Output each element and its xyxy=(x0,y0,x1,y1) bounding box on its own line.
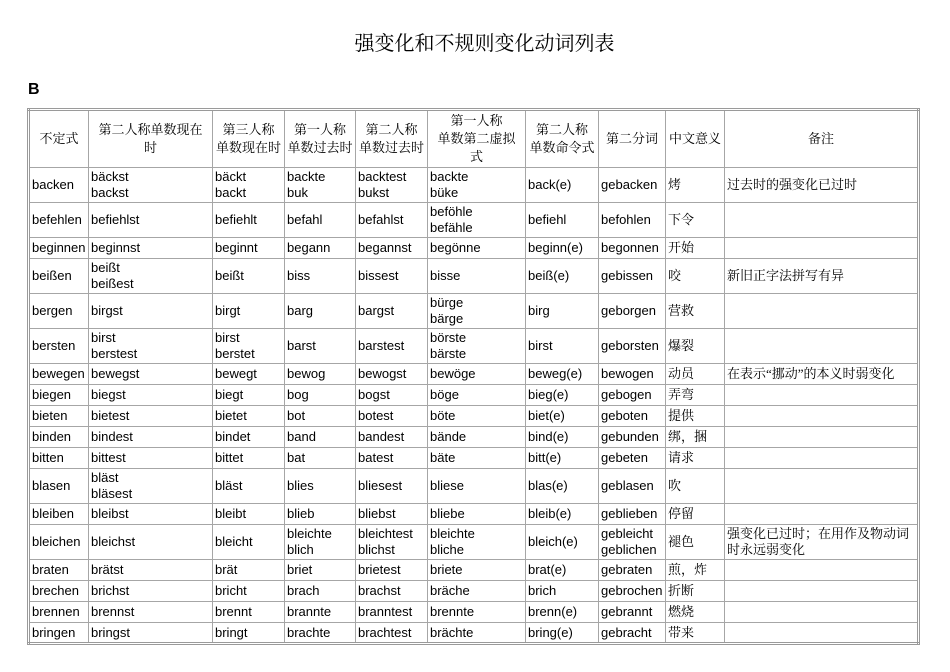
cell-infinitive: bersten xyxy=(29,329,89,364)
cell-past-1sg: briet xyxy=(285,560,356,581)
cell-past-2sg: brietest xyxy=(356,560,428,581)
cell-present-2sg: birgst xyxy=(89,294,213,329)
cell-infinitive: bringen xyxy=(29,623,89,644)
cell-present-3sg: bäckt backt xyxy=(213,168,285,203)
cell-infinitive: bergen xyxy=(29,294,89,329)
cell-past-participle: gebraten xyxy=(599,560,666,581)
cell-chinese-meaning: 爆裂 xyxy=(666,329,725,364)
cell-remarks xyxy=(725,602,919,623)
cell-remarks xyxy=(725,427,919,448)
cell-present-3sg: birst berstet xyxy=(213,329,285,364)
cell-present-2sg: bietest xyxy=(89,406,213,427)
table-row xyxy=(29,238,919,259)
cell-present-3sg: befiehlt xyxy=(213,203,285,238)
cell-infinitive: bleiben xyxy=(29,504,89,525)
cell-chinese-meaning: 动员 xyxy=(666,364,725,385)
cell-past-1sg: brannte xyxy=(285,602,356,623)
cell-chinese-meaning: 褪色 xyxy=(666,525,725,560)
cell-past-2sg: bogst xyxy=(356,385,428,406)
cell-past-1sg: befahl xyxy=(285,203,356,238)
cell-subjunctive-ii-1sg: böte xyxy=(428,406,526,427)
cell-chinese-meaning: 开始 xyxy=(666,238,725,259)
cell-remarks: 过去时的强变化已过时 xyxy=(725,168,919,203)
cell-present-3sg: bewegt xyxy=(213,364,285,385)
cell-infinitive: braten xyxy=(29,560,89,581)
cell-past-1sg: bot xyxy=(285,406,356,427)
cell-past-2sg: backtest bukst xyxy=(356,168,428,203)
cell-past-participle: gebogen xyxy=(599,385,666,406)
cell-present-2sg: bringst xyxy=(89,623,213,644)
cell-imperative-2sg: bring(e) xyxy=(526,623,599,644)
cell-past-1sg: bog xyxy=(285,385,356,406)
cell-imperative-2sg: blas(e) xyxy=(526,469,599,504)
cell-present-2sg: beißt beißest xyxy=(89,259,213,294)
cell-infinitive: brechen xyxy=(29,581,89,602)
cell-past-2sg: bissest xyxy=(356,259,428,294)
cell-past-1sg: barst xyxy=(285,329,356,364)
cell-past-1sg: blies xyxy=(285,469,356,504)
cell-past-1sg: begann xyxy=(285,238,356,259)
cell-present-3sg: bricht xyxy=(213,581,285,602)
cell-subjunctive-ii-1sg: begönne xyxy=(428,238,526,259)
column-header-remarks: 备注 xyxy=(725,110,919,168)
cell-present-3sg: bietet xyxy=(213,406,285,427)
cell-remarks: 新旧正字法拼写有异 xyxy=(725,259,919,294)
cell-past-participle: befohlen xyxy=(599,203,666,238)
cell-present-2sg: brätst xyxy=(89,560,213,581)
cell-remarks xyxy=(725,385,919,406)
cell-subjunctive-ii-1sg: bräche xyxy=(428,581,526,602)
cell-subjunctive-ii-1sg: bäte xyxy=(428,448,526,469)
cell-past-participle: begonnen xyxy=(599,238,666,259)
cell-past-2sg: bleichtest blichst xyxy=(356,525,428,560)
table-row xyxy=(29,168,919,203)
cell-subjunctive-ii-1sg: beföhle befähle xyxy=(428,203,526,238)
cell-present-3sg: biegt xyxy=(213,385,285,406)
cell-subjunctive-ii-1sg: bände xyxy=(428,427,526,448)
cell-past-1sg: backte buk xyxy=(285,168,356,203)
cell-chinese-meaning: 绑，捆 xyxy=(666,427,725,448)
cell-infinitive: bewegen xyxy=(29,364,89,385)
cell-infinitive: beißen xyxy=(29,259,89,294)
cell-past-1sg: brach xyxy=(285,581,356,602)
cell-past-2sg: begannst xyxy=(356,238,428,259)
cell-present-2sg: beginnst xyxy=(89,238,213,259)
cell-infinitive: backen xyxy=(29,168,89,203)
cell-subjunctive-ii-1sg: bürge bärge xyxy=(428,294,526,329)
cell-chinese-meaning: 下令 xyxy=(666,203,725,238)
cell-subjunctive-ii-1sg: backte büke xyxy=(428,168,526,203)
table-row xyxy=(29,469,919,504)
table-row xyxy=(29,294,919,329)
cell-past-2sg: barstest xyxy=(356,329,428,364)
column-header-past-participle: 第二分词 xyxy=(599,110,666,168)
cell-subjunctive-ii-1sg: bisse xyxy=(428,259,526,294)
cell-chinese-meaning: 请求 xyxy=(666,448,725,469)
cell-present-2sg: brichst xyxy=(89,581,213,602)
cell-past-participle: gebracht xyxy=(599,623,666,644)
cell-present-2sg: bläst bläsest xyxy=(89,469,213,504)
cell-remarks xyxy=(725,238,919,259)
cell-present-2sg: brennst xyxy=(89,602,213,623)
cell-present-3sg: beißt xyxy=(213,259,285,294)
cell-past-2sg: brachst xyxy=(356,581,428,602)
table-row xyxy=(29,259,919,294)
cell-chinese-meaning: 提供 xyxy=(666,406,725,427)
cell-present-3sg: brennt xyxy=(213,602,285,623)
table-row xyxy=(29,329,919,364)
cell-past-participle: geboten xyxy=(599,406,666,427)
cell-subjunctive-ii-1sg: brächte xyxy=(428,623,526,644)
cell-subjunctive-ii-1sg: bliebe xyxy=(428,504,526,525)
verb-table-body xyxy=(29,168,919,644)
cell-chinese-meaning: 烤 xyxy=(666,168,725,203)
cell-remarks xyxy=(725,623,919,644)
cell-past-participle: gebissen xyxy=(599,259,666,294)
cell-past-participle: geblieben xyxy=(599,504,666,525)
table-row xyxy=(29,504,919,525)
cell-past-2sg: branntest xyxy=(356,602,428,623)
cell-past-1sg: bewog xyxy=(285,364,356,385)
cell-subjunctive-ii-1sg: bewöge xyxy=(428,364,526,385)
cell-present-3sg: birgt xyxy=(213,294,285,329)
cell-present-2sg: bäckst backst xyxy=(89,168,213,203)
cell-imperative-2sg: beiß(e) xyxy=(526,259,599,294)
cell-subjunctive-ii-1sg: brennte xyxy=(428,602,526,623)
cell-past-participle: gebunden xyxy=(599,427,666,448)
cell-past-1sg: brachte xyxy=(285,623,356,644)
verb-table xyxy=(27,108,920,645)
table-row xyxy=(29,448,919,469)
cell-remarks: 在表示“挪动”的本义时弱变化 xyxy=(725,364,919,385)
cell-chinese-meaning: 弄弯 xyxy=(666,385,725,406)
column-header-imperative-2sg: 第二人称 单数命令式 xyxy=(526,110,599,168)
column-header-chinese-meaning: 中文意义 xyxy=(666,110,725,168)
cell-infinitive: blasen xyxy=(29,469,89,504)
cell-past-1sg: barg xyxy=(285,294,356,329)
table-row xyxy=(29,406,919,427)
cell-imperative-2sg: birst xyxy=(526,329,599,364)
cell-imperative-2sg: biet(e) xyxy=(526,406,599,427)
cell-past-participle: geborsten xyxy=(599,329,666,364)
cell-chinese-meaning: 折断 xyxy=(666,581,725,602)
cell-imperative-2sg: bleib(e) xyxy=(526,504,599,525)
table-row xyxy=(29,427,919,448)
cell-present-3sg: beginnt xyxy=(213,238,285,259)
table-row xyxy=(29,623,919,644)
cell-present-2sg: bleichst xyxy=(89,525,213,560)
cell-present-2sg: bittest xyxy=(89,448,213,469)
cell-remarks: 强变化已过时；在用作及物动词时永远弱变化 xyxy=(725,525,919,560)
cell-past-2sg: brachtest xyxy=(356,623,428,644)
cell-chinese-meaning: 营救 xyxy=(666,294,725,329)
cell-past-participle: gebrochen xyxy=(599,581,666,602)
table-row xyxy=(29,560,919,581)
cell-infinitive: beginnen xyxy=(29,238,89,259)
cell-remarks xyxy=(725,560,919,581)
cell-chinese-meaning: 吹 xyxy=(666,469,725,504)
cell-past-2sg: batest xyxy=(356,448,428,469)
cell-remarks xyxy=(725,406,919,427)
cell-subjunctive-ii-1sg: briete xyxy=(428,560,526,581)
cell-present-2sg: biegst xyxy=(89,385,213,406)
column-header-present-3sg: 第三人称 单数现在时 xyxy=(213,110,285,168)
cell-infinitive: bieten xyxy=(29,406,89,427)
table-row xyxy=(29,364,919,385)
cell-subjunctive-ii-1sg: böge xyxy=(428,385,526,406)
cell-past-1sg: bat xyxy=(285,448,356,469)
cell-imperative-2sg: bleich(e) xyxy=(526,525,599,560)
cell-past-1sg: biss xyxy=(285,259,356,294)
cell-past-2sg: bargst xyxy=(356,294,428,329)
cell-imperative-2sg: birg xyxy=(526,294,599,329)
cell-chinese-meaning: 煎，炸 xyxy=(666,560,725,581)
cell-past-participle: bewogen xyxy=(599,364,666,385)
cell-imperative-2sg: bieg(e) xyxy=(526,385,599,406)
cell-past-participle: geblasen xyxy=(599,469,666,504)
cell-past-1sg: blieb xyxy=(285,504,356,525)
cell-remarks xyxy=(725,203,919,238)
cell-infinitive: bleichen xyxy=(29,525,89,560)
column-header-past-1sg: 第一人称 单数过去时 xyxy=(285,110,356,168)
cell-infinitive: bitten xyxy=(29,448,89,469)
cell-subjunctive-ii-1sg: bleichte bliche xyxy=(428,525,526,560)
cell-past-2sg: botest xyxy=(356,406,428,427)
cell-present-3sg: bleicht xyxy=(213,525,285,560)
cell-present-2sg: bindest xyxy=(89,427,213,448)
cell-infinitive: binden xyxy=(29,427,89,448)
cell-imperative-2sg: brat(e) xyxy=(526,560,599,581)
cell-infinitive: befehlen xyxy=(29,203,89,238)
cell-present-3sg: bindet xyxy=(213,427,285,448)
cell-chinese-meaning: 咬 xyxy=(666,259,725,294)
cell-past-1sg: band xyxy=(285,427,356,448)
cell-present-2sg: birst berstest xyxy=(89,329,213,364)
cell-remarks xyxy=(725,469,919,504)
cell-chinese-meaning: 燃烧 xyxy=(666,602,725,623)
cell-imperative-2sg: brich xyxy=(526,581,599,602)
table-row xyxy=(29,525,919,560)
cell-imperative-2sg: befiehl xyxy=(526,203,599,238)
cell-imperative-2sg: brenn(e) xyxy=(526,602,599,623)
table-row xyxy=(29,385,919,406)
cell-remarks xyxy=(725,329,919,364)
column-header-past-2sg: 第二人称 单数过去时 xyxy=(356,110,428,168)
table-row xyxy=(29,203,919,238)
cell-present-2sg: bewegst xyxy=(89,364,213,385)
table-row xyxy=(29,581,919,602)
cell-remarks xyxy=(725,504,919,525)
column-header-subjunctive-ii-1sg: 第一人称 单数第二虚拟 式 xyxy=(428,110,526,168)
cell-present-2sg: bleibst xyxy=(89,504,213,525)
cell-infinitive: biegen xyxy=(29,385,89,406)
header-row xyxy=(29,110,919,168)
cell-chinese-meaning: 带来 xyxy=(666,623,725,644)
cell-remarks xyxy=(725,448,919,469)
cell-past-participle: gebeten xyxy=(599,448,666,469)
cell-subjunctive-ii-1sg: bliese xyxy=(428,469,526,504)
cell-past-2sg: bliesest xyxy=(356,469,428,504)
cell-infinitive: brennen xyxy=(29,602,89,623)
cell-imperative-2sg: beweg(e) xyxy=(526,364,599,385)
page-title: 强变化和不规则变化动词列表 xyxy=(354,33,615,55)
cell-present-2sg: befiehlst xyxy=(89,203,213,238)
cell-past-2sg: befahlst xyxy=(356,203,428,238)
cell-present-3sg: bittet xyxy=(213,448,285,469)
cell-subjunctive-ii-1sg: börste bärste xyxy=(428,329,526,364)
cell-past-participle: gebrannt xyxy=(599,602,666,623)
column-header-present-2sg: 第二人称单数现在 时 xyxy=(89,110,213,168)
cell-chinese-meaning: 停留 xyxy=(666,504,725,525)
cell-past-participle: gebleicht geblichen xyxy=(599,525,666,560)
cell-remarks xyxy=(725,581,919,602)
column-header-infinitive: 不定式 xyxy=(29,110,89,168)
cell-imperative-2sg: bitt(e) xyxy=(526,448,599,469)
cell-remarks xyxy=(725,294,919,329)
cell-present-3sg: bleibt xyxy=(213,504,285,525)
cell-present-3sg: brät xyxy=(213,560,285,581)
cell-past-2sg: bewogst xyxy=(356,364,428,385)
cell-past-2sg: bandest xyxy=(356,427,428,448)
table-row xyxy=(29,602,919,623)
cell-present-3sg: bringt xyxy=(213,623,285,644)
cell-imperative-2sg: beginn(e) xyxy=(526,238,599,259)
cell-present-3sg: bläst xyxy=(213,469,285,504)
cell-imperative-2sg: back(e) xyxy=(526,168,599,203)
cell-past-participle: gebacken xyxy=(599,168,666,203)
cell-imperative-2sg: bind(e) xyxy=(526,427,599,448)
cell-past-1sg: bleichte blich xyxy=(285,525,356,560)
cell-past-2sg: bliebst xyxy=(356,504,428,525)
section-letter: B xyxy=(28,81,40,98)
cell-past-participle: geborgen xyxy=(599,294,666,329)
